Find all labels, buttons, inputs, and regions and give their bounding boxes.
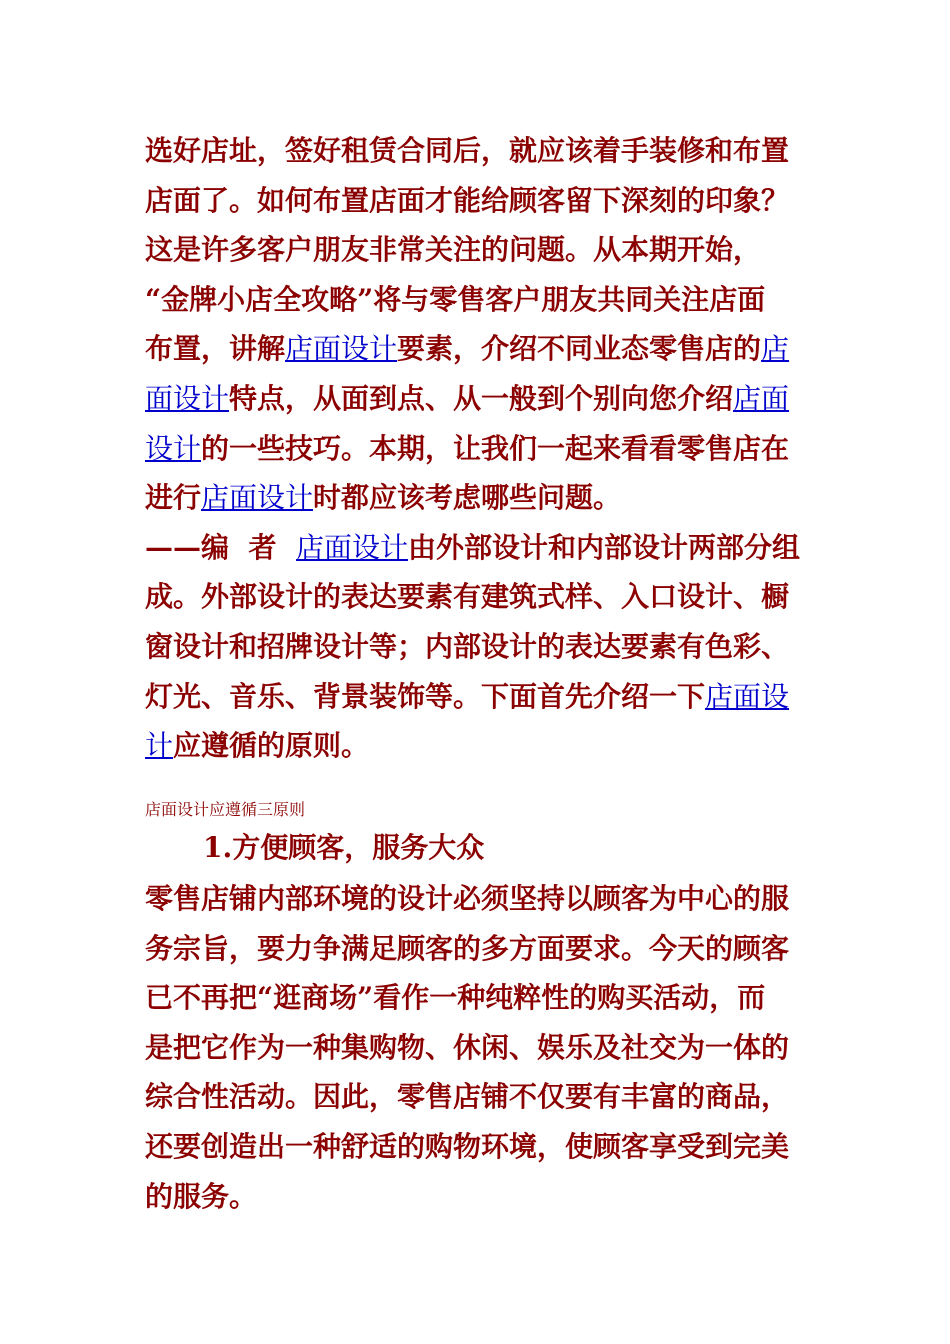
text-line: 这是许多客户朋友非常关注的问题。从本期开始， xyxy=(145,233,762,267)
text-line: ——编 者 店面设计由外部设计和内部设计两部分组 xyxy=(145,530,801,564)
text-line: 面设计特点，从面到点、从一般到个别向您介绍店面 xyxy=(145,381,790,415)
principle-paragraph xyxy=(145,874,810,1221)
store-design-link[interactable]: 店面设 xyxy=(705,679,790,713)
text-line: 灯光、音乐、背景装饰等。下面首先介绍一下店面设 xyxy=(145,679,790,713)
text-line: 进行店面设计时都应该考虑哪些问题。 xyxy=(145,481,622,515)
store-design-link[interactable]: 面设计 xyxy=(145,381,230,415)
text-line: “金牌小店全攻略”将与零售客户朋友共同关注店面 xyxy=(145,282,766,316)
store-design-link[interactable]: 计 xyxy=(145,729,174,763)
text-line: 窗设计和招牌设计等；内部设计的表达要素有色彩、 xyxy=(145,629,790,663)
text-line: 计应遵循的原则。 xyxy=(145,729,370,763)
store-design-link[interactable]: 店面 xyxy=(733,381,790,415)
section-heading: 店面设计应遵循三原则 xyxy=(145,800,306,819)
store-design-link[interactable]: 店面设计 xyxy=(201,481,314,515)
text-line: 的服务。 xyxy=(145,1179,258,1213)
store-design-link[interactable]: 店面设计 xyxy=(285,332,398,366)
text-line: 综合性活动。因此，零售店铺不仅要有丰富的商品， xyxy=(145,1080,790,1114)
text-line: 零售店铺内部环境的设计必须坚持以顾客为中心的服 xyxy=(145,882,790,915)
store-design-link[interactable]: 设计 xyxy=(145,431,202,465)
store-design-link[interactable]: 店面设计 xyxy=(296,530,409,564)
store-design-link[interactable]: 店 xyxy=(761,332,790,366)
text-line: 布置，讲解店面设计要素，介绍不同业态零售店的店 xyxy=(145,332,790,366)
text-line: 还要创造出一种舒适的购物环境，使顾客享受到完美 xyxy=(145,1129,790,1163)
text-line: 选好店址，签好租赁合同后，就应该着手装修和布置 xyxy=(145,134,790,167)
text-line: 店面了。如何布置店面才能给顾客留下深刻的印象？ xyxy=(145,183,790,217)
text-line: 已不再把“逛商场”看作一种纯粹性的购买活动，而 xyxy=(145,981,766,1015)
principle-title: 1.方便顾客，服务大众 xyxy=(203,831,485,864)
text-line: 是把它作为一种集购物、休闲、娱乐及社交为一体的 xyxy=(145,1030,790,1064)
text-line: 成。外部设计的表达要素有建筑式样、入口设计、橱 xyxy=(145,580,790,614)
text-line: 务宗旨，要力争满足顾客的多方面要求。今天的顾客 xyxy=(145,931,790,965)
text-line: 设计的一些技巧。本期，让我们一起来看看零售店在 xyxy=(145,431,790,465)
intro-paragraph xyxy=(145,126,810,771)
